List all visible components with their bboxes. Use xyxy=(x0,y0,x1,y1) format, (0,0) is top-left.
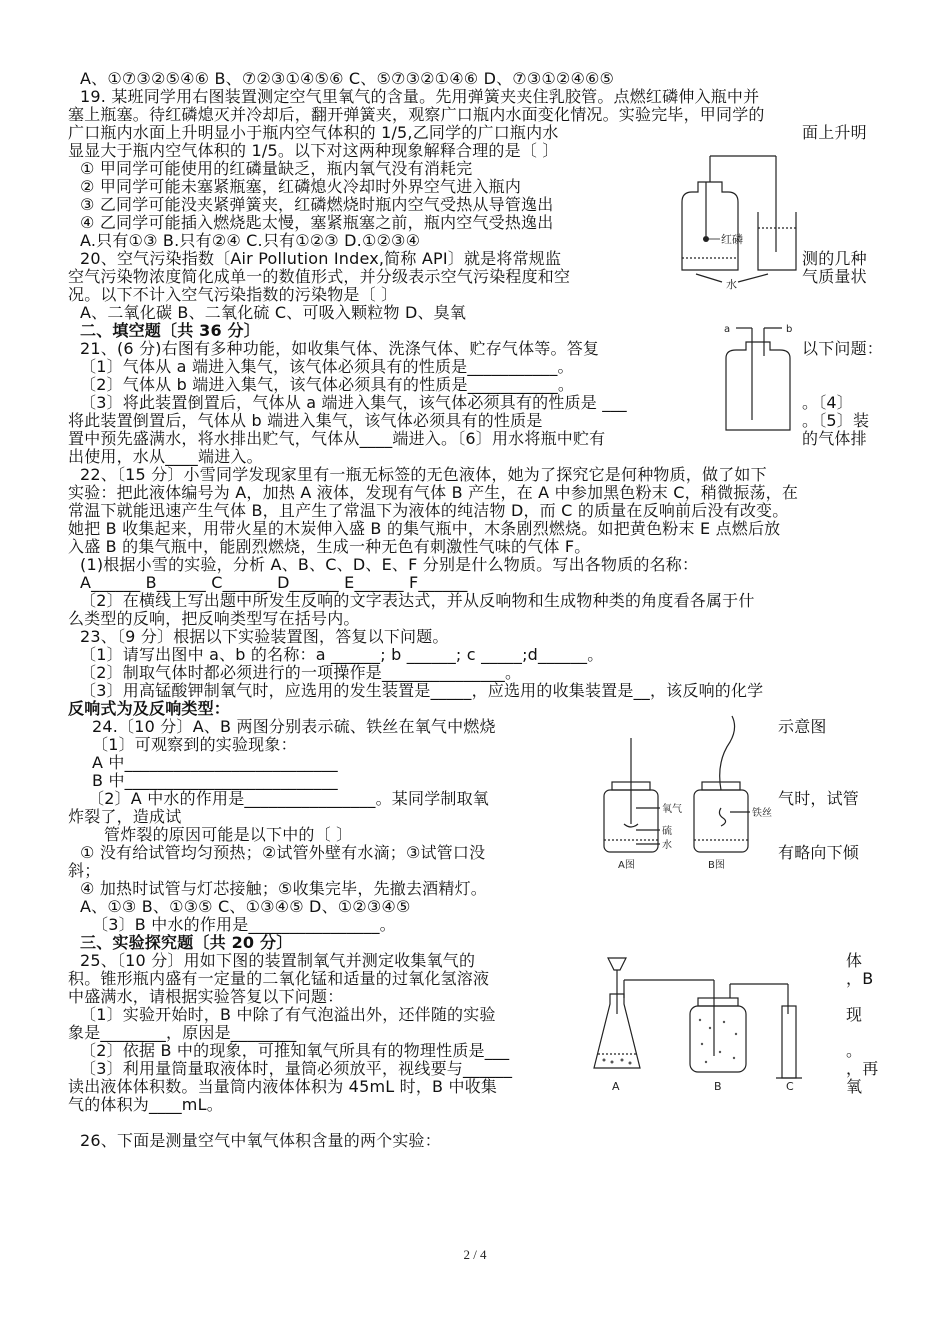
q24-item-3: 〔3〕B 中水的作用是________________。 xyxy=(92,915,396,934)
q25-label-c: C xyxy=(786,1080,794,1093)
q21-item-1: 〔1〕气体从 a 端进入集气，该气体必须具有的性质是___________。 xyxy=(80,357,574,376)
q24-stem-a: 24.〔10 分〕A、B 两图分别表示硫、铁丝在氧气中燃烧 xyxy=(92,717,496,736)
q19-stem-2: 塞上瓶塞。待红磷熄灭并冷却后，翻开弹簧夹，观察广口瓶内水面变化情况。实验完毕，甲同学的 xyxy=(68,105,765,124)
q23-item-3a: 〔3〕用高锰酸钾制氧气时，应选用的发生装置是_____，应选用的收集装置是__，该反响的化学 xyxy=(80,681,764,700)
q24-item-2c: 炸裂了，造成试 xyxy=(68,807,182,826)
q24-combustion-figure xyxy=(580,712,776,872)
q25-item-1a: 〔1〕实验开始时，B 中除了有气泡溢出外，还伴随的实验 xyxy=(80,1005,496,1024)
q24-label-water: 水 xyxy=(662,840,672,851)
q25-item-3e: 气的体积为____mL。 xyxy=(68,1095,223,1114)
page-number: 2 / 4 xyxy=(463,1247,487,1262)
q19-item-1: ① 甲同学可能使用的红磷量缺乏，瓶内氧气没有消耗完 xyxy=(80,159,473,178)
q19-item-2: ② 甲同学可能未塞紧瓶塞，红磷熄火冷却时外界空气进入瓶内 xyxy=(80,177,522,196)
q24-item-2d: 管炸裂的原因可能是以下中的〔 〕 xyxy=(104,825,353,844)
q24-label-iron: 铁丝 xyxy=(752,808,772,819)
q19-label-phosphorus: 红磷 xyxy=(721,233,743,246)
q20-stem-2a: 空气污染物浓度简化成单一的数值形式，并分级表示空气污染程度和空 xyxy=(68,267,571,286)
q19-stem-3a: 广口瓶内水面上升明显小于瓶内空气体积的 1/5,乙同学的广口瓶内水 xyxy=(68,123,559,142)
q21-item-3b: 。〔4〕 xyxy=(802,393,853,412)
q25-stem-2b: ，B xyxy=(846,969,874,988)
q20-options: A、二氧化碳 B、二氧化硫 C、可吸入颗粒物 D、臭氧 xyxy=(80,303,467,322)
q18-options: A、①⑦③②⑤④⑥ B、⑦②③①④⑤⑥ C、⑤⑦③②①④⑥ D、⑦③①②④⑥⑤ xyxy=(80,69,615,88)
q21-item-5b: 的气体排 xyxy=(802,429,867,448)
section-3-heading: 三、实验探究题〔共 20 分〕 xyxy=(80,933,293,952)
q20-stem-2b: 气质量状 xyxy=(802,267,867,286)
q24-caption-b: B图 xyxy=(708,860,725,871)
q22-stem-2: 实验：把此液体编号为 A，加热 A 液体，发现有气体 B 产生，在 A 中参加黑色粉末 C，稍微振荡，在 xyxy=(68,483,799,502)
q21-item-4a: 将此装置倒置后，气体从 b 端进入集气，该气体必须具有的性质是 xyxy=(68,411,543,430)
q24-item-1: 〔1〕可观察到的实验现象： xyxy=(92,735,297,754)
q22-stem-4: 她把 B 收集起来，用带火星的木炭伸入盛 B 的集气瓶中，木条剧烈燃烧。如把黄色粉末 E 点燃后放 xyxy=(68,519,781,538)
q19-item-4: ④ 乙同学可能插入燃烧匙太慢，塞紧瓶塞之前，瓶内空气受热逸出 xyxy=(80,213,554,232)
q24-causes-2: ④ 加热时试管与灯芯接触；⑤收集完毕，先撤去酒精灯。 xyxy=(80,879,487,898)
q24-label-oxygen: 氧气 xyxy=(662,804,682,815)
q20-stem-3: 况。以下不计入空气污染指数的污染物是〔 〕 xyxy=(68,285,398,304)
q24-label-sulfur: 硫 xyxy=(662,826,672,837)
q24-blank-a: A 中__________________________ xyxy=(92,753,338,772)
q22-item-1: (1)根据小雪的实验，分析 A、B、C、D、E、F 分别是什么物质。写出各物质的名称： xyxy=(80,555,699,574)
q24-options: A、①③ B、①③⑤ C、①③④⑤ D、①②③④⑤ xyxy=(80,897,411,916)
q25-item-3d: 氧 xyxy=(846,1077,863,1096)
q21-item-4b: 。〔5〕装 xyxy=(802,411,870,430)
q21-item-6: 出使用，水从____端进入。 xyxy=(68,447,263,466)
q23-item-2: 〔2〕制取气体时都必须进行的一项操作是_______________。 xyxy=(80,663,522,682)
q25-stem-2a: 积。锥形瓶内盛有一定量的二氧化锰和适量的过氧化氢溶液 xyxy=(68,969,490,988)
q19-options: A.只有①③ B.只有②④ C.只有①②③ D.①②③④ xyxy=(80,231,421,250)
q24-stem-b: 示意图 xyxy=(778,717,827,736)
q20-stem-1a: 20、空气污染指数〔Air Pollution Index,简称 API〕就是将常规监 xyxy=(80,249,562,268)
q24-causes-1c: 斜； xyxy=(68,861,101,880)
q25-item-3b: ，再 xyxy=(846,1059,879,1078)
q22-item-2a: 〔2〕在横线上写出题中所发生反响的文字表达式，并从反响物和生成物种类的角度看各属于什 xyxy=(80,591,755,610)
q22-item-2b: 么类型的反响，把反响类型写在括号内。 xyxy=(68,609,360,628)
q19-apparatus-figure xyxy=(668,140,808,290)
q25-stem-1b: 体 xyxy=(846,951,863,970)
q22-stem-1: 22、〔15 分〕小雪同学发现家里有一瓶无标签的无色液体，她为了探究它是何种物质，做了如下 xyxy=(80,465,767,484)
q19-stem-3b: 面上升明 xyxy=(802,123,867,142)
q19-label-water: 水 xyxy=(726,278,737,290)
q24-caption-a: A图 xyxy=(618,860,635,871)
q23-item-3b: 反响式为及反响类型： xyxy=(68,699,231,718)
q25-label-b: B xyxy=(714,1080,722,1093)
q21-label-b: b xyxy=(786,324,793,335)
q22-blanks: A______ B______ C______ D______ E______ F______ xyxy=(80,573,468,592)
q21-label-a: a xyxy=(724,324,731,335)
section-2-heading: 二、填空题〔共 36 分〕 xyxy=(80,321,261,340)
q20-stem-1b: 测的几种 xyxy=(802,249,867,268)
q24-item-2a: 〔2〕A 中水的作用是________________。某同学制取氧 xyxy=(88,789,490,808)
q19-stem-4: 显显大于瓶内空气体积的 1/5。以下对这两种现象解释合理的是〔 〕 xyxy=(68,141,559,160)
q21-item-2: 〔2〕气体从 b 端进入集气，该气体必须具有的性质是___________。 xyxy=(80,375,575,394)
q25-collection-figure xyxy=(592,944,822,1096)
q25-item-1c: 象是________，原因是________ xyxy=(68,1023,297,1042)
q24-item-2b: 气时，试管 xyxy=(778,789,860,808)
q19-item-3: ③ 乙同学可能没夹紧弹簧夹，红磷燃烧时瓶内空气受热从导管逸出 xyxy=(80,195,554,214)
q25-item-2a: 〔2〕依据 B 中的现象，可推知氧气所具有的物理性质是___ xyxy=(80,1041,510,1060)
q24-causes-1b: 有略向下倾 xyxy=(778,843,860,862)
q23-item-1: 〔1〕请写出图中 a、b 的名称：a ______; b ______; c _____;d______。 xyxy=(80,645,604,664)
q26-stem: 26、下面是测量空气中氧气体积含量的两个实验： xyxy=(80,1131,441,1150)
q25-item-3a: 〔3〕利用量筒量取液体时，量筒必须放平，视线要与______ xyxy=(80,1059,513,1078)
q25-label-a: A xyxy=(612,1080,620,1093)
q21-stem-a: 21、(6 分)右图有多种功能，如收集气体、洗涤气体、贮存气体等。答复 xyxy=(80,339,600,358)
q25-stem-3: 中盛满水，请根据实验答复以下问题： xyxy=(68,987,344,1006)
q25-item-2b: 。 xyxy=(846,1041,863,1060)
q25-stem-1a: 25、〔10 分〕用如下图的装置制氧气并测定收集氧气的 xyxy=(80,951,476,970)
q21-gas-bottle-figure xyxy=(712,320,804,432)
q25-item-3c: 读出液体体积数。当量筒内液体体积为 45mL 时，B 中收集 xyxy=(68,1077,498,1096)
q21-item-3a: 〔3〕将此装置倒置后，气体从 a 端进入集气，该气体必须具有的性质是 ___ xyxy=(80,393,627,412)
q21-item-5a: 置中预先盛满水，将水排出贮气，气体从____端进入。〔6〕用水将瓶中贮有 xyxy=(68,429,606,448)
q22-stem-5: 入盛 B 的集气瓶中，能剧烈燃烧，生成一种无色有刺激性气味的气体 F。 xyxy=(68,537,591,556)
q21-stem-b: 以下问题： xyxy=(802,339,884,358)
q24-blank-b: B 中__________________________ xyxy=(92,771,338,790)
q23-stem: 23、〔9 分〕根据以下实验装置图，答复以下问题。 xyxy=(80,627,449,646)
q22-stem-3: 常温下就能迅速产生气体 B，且产生了常温下为液体的纯洁物 D，而 C 的质量在反响前后没有改变。 xyxy=(68,501,789,520)
q19-stem-1: 19. 某班同学用右图装置测定空气里氧气的含量。先用弹簧夹夹住乳胶管。点燃红磷伸入瓶中并 xyxy=(80,87,760,106)
q25-item-1b: 现 xyxy=(846,1005,863,1024)
q24-causes-1a: ① 没有给试管均匀预热；②试管外壁有水滴；③试管口没 xyxy=(80,843,486,862)
